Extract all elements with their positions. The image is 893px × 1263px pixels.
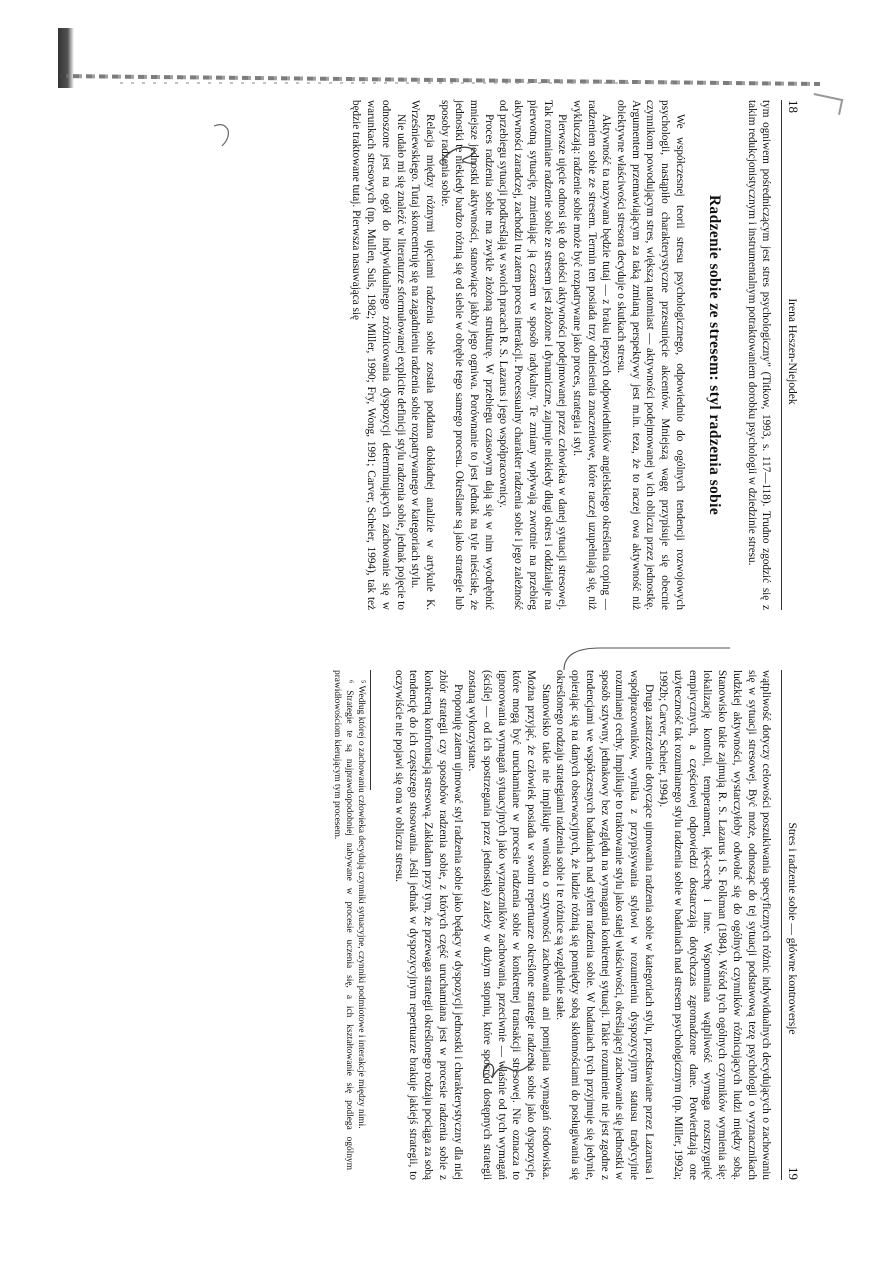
running-head-left — [781, 100, 800, 610]
paragraph-r2: Druga zastrzeżenie dotyczące ujmowania radzenia sobie w kategoriach stylu, przedstawiane przez Lazarusa i współpracowników, wynika z przypisywania stylowi w rozumieniu dyspozycyjnym statusu tradycyjnie rozumianej cechy. Implikuje to traktowanie stylu jako stałej właściwości, określającej zachowanie się jednostki w sposób sztywny, jednakowy bez względu na wymagania konkretnej sytuacji. Takie rozumienie nie jest zgodne z tendencjami we współczesnych badaniach nad stylem radzenia sobie. W badaniach tych przyjmuje się jedynie, opierając się na danych obserwacyjnych, że ludzie różnią się pomiędzy sobą skłonnościami do posługiwania się określonego rodzaju strategiami radzenia sobie i te różnice są względnie stałe. — [554, 670, 655, 1180]
pencil-mark-mid — [436, 138, 486, 168]
scan-shadow — [58, 28, 74, 88]
scan-edge — [60, 74, 820, 86]
paragraph-4: Proces radzenia sobie ma zwykle złożoną strukturę. W przebiegu czasowym dają się w nim wyodrębnić mniejsze jednostki aktywności, stanowiące jakby jego ogniwa. Porównanie to jest jednak na tyle nieścisłe, że jednostki te niekiedy bardzo różnią się od siebie w obrębie tego samego procesu. Określane są jako strategie lub sposoby radzenia sobie. — [438, 100, 495, 610]
running-head-right — [781, 670, 800, 1180]
pencil-mark-bottom — [478, 1050, 548, 1090]
paragraph-3: Pierwsze ujęcie odnosi się do całości aktywności podejmowanej przez człowieka w danej sytuacji stresowej. Tak rozumiane radzenie sobie ze stresem jest złożone i dynamiczne, zajmuje niekiedy długi okres i oddziałuje na pierwotną sytuację, zmieniając ją czasem w sposób radykalny. Te zmiany wpływają zwrotnie na przebieg aktywności zaradczej, zachodzi tu zatem proces interakcji. Processualny charakter radzenia sobie i jego zależność od przebiegu sytuacji podkreślają w swoich pracach R. S. Lazarus i jego współpracownicy. — [497, 100, 569, 610]
paragraph-6: Nie udało mi się znaleźć w literaturze sformułowanej explicite definicji stylu radzenia sobie, jednak pojęcie to odnoszone jest na ogół do indywidualnego zróżnicowania dyspozycji determinujących zachowanie się w warunkach stresowych (np. Mullen, Suls, 1982; Miller, 1990; Fry, Wong, 1991; Carver, Scheier, 1994), tak też będzie traktowane tutaj. Pierwsza nasuwająca się — [350, 100, 407, 610]
footnote-5: ⁵ Według której o zachowaniu człowieka decydują czynniki sytuacyjne, czynniki podmiotowe i interakcje między nimi. — [356, 680, 367, 1129]
running-head-title: Stres i radzenie sobie — główne kontrowersje — [786, 822, 798, 1035]
page-19 — [130, 670, 800, 1180]
paragraph-r1: wątpliwość dotyczy celowości poszukiwania specyficznych różnic indywidualnych decydujących o zachowaniu się w sytuacji stresowej. Być może, odnosząc do tej sytuacji podstawową tezę psychologii o wyznacznikach ludzkiej aktywności, wystarczyłoby odwołać się do ogólnych czynników różnicujących ludzi między sobą. Stanowisko takie zajmują R. S. Lazarus i S. Folkman (1984). Wśród tych ogólnych czynników wymienia się: lokalizację kontroli, temperament, lęk-cechę i inne. Wspomniana wątpliwość wymaga rozstrzygnięć empirycznych, a częściowej odpowiedzi dostarczają dotychczas zgromadzone dane. Potwierdzają one użyteczność tak rozumianego stylu radzenia sobie w badaniach nad stresem psychologicznym (np. Miller, 1992a; 1992b; Carver, Scheier, 1994). — [657, 670, 773, 1180]
paragraph-r3: Stanowisko takie nie implikuje wniosku o sztywności zachowania ani pomijania wymagań środowiska. Można przyjąć, że człowiek posiada w swoim repertuarze określone strategie radzenia sobie jako dyspozycje, które mogą być uruchamiane w procesie radzenia sobie w konkretnej transakcji stresowej. Nie oznacza to ignorowania wymagań sytuacyjnych jako wyznaczników zachowania, przeciwnie — właśnie od tych wymagań (ściślej — od ich spostrzegania przez jednostkę) zależy w dużym stopniu, które sposród dostępnych strategii zostaną wykorzystane. — [466, 670, 552, 1180]
pencil-mark-top — [210, 120, 250, 150]
paragraph-2: Aktywność ta nazywana będzie tutaj — z braku lepszych odpowiedników angielskiego określenia coping — radzeniem sobie ze stresem. Termin ten posiada trzy odniesienia znaczeniowe, które raczej uzupełniają się, niż wykluczają: radzenie sobie może być rozpatrywane jako proces, strategia i styl. — [570, 100, 613, 610]
pencil-bracket — [560, 640, 740, 680]
paragraph-1: We współczesnej teorii stresu psychologicznego, odpowiednio do ogólnych tendencji rozwojowych psychologii, nastąpiło charakterystyczne przesunięcie akcentów. Mniejszą wagę przypisuje się obecnie czynnikom powodującym stres, większą natomiast — aktywności podejmowanej w ich obliczu przez jednostkę. Argumentem przemawiającym za taką zmianą perspektywy jest m.in. teza, że to raczej owa aktywność niż obiektywne właściwości stresora decyduje o skutkach stresu. — [615, 100, 686, 610]
footnotes — [331, 670, 371, 1170]
running-head-author: Irena Heszen-Niejodek — [786, 298, 798, 405]
scan-edge-dust — [120, 82, 680, 84]
footnote-6: ⁶ Strategie te są najprawdopodobniej nabywane w procesie uczenia się, a ich kształtowanie się podlega ogólnym prawidłowościom kierującym tym procesem. — [332, 670, 355, 1170]
paragraph-r4: Proponuję zatem ujmować styl radzenia sobie jako będący w dyspozycji jednostki i charakterystyczny dla niej zbiór strategii czy sposobów radzenia sobie, z których część uruchamiana jest w procesie radzenia sobie z konkretną konfrontacją stresową. Zakładam przy tym, że przewaga strategii określonego rodzaju pociąga za sobą tendencję do ich częstszego stosowania. Jeśli jednak w dyspozycyjnym repertuarze brakuje jakiejś strategii, to oczywiście nie pojawi się ona w obliczu stresu. — [392, 670, 464, 1180]
scan-corner-mark — [811, 93, 844, 115]
page-number-left: 18 — [786, 100, 801, 113]
page-number-right: 19 — [786, 1167, 801, 1180]
continued-paragraph: tym ogniwem pośredniczącym jest stres psychologiczny” (Titkow, 1993, s. 117—118). Trudno zgodzić się z takim redukcjonistycznym i instrumentalnym potraktowaniem dorobku psychologii w dziedzinie stresu. — [745, 100, 773, 610]
paragraph-5: Relacja między różnymi ujęciami radzenia sobie została poddana dokładnej analizie w artykule K. Wrześniewskiego. Tutaj skoncentruję się na zagadnieniu radzenia sobie rozpatrywanego w kategoriach stylu. — [409, 100, 436, 610]
section-title: Radzenie sobie ze stresem: styl radzenia sobie — [705, 194, 723, 516]
page-18 — [130, 100, 800, 610]
